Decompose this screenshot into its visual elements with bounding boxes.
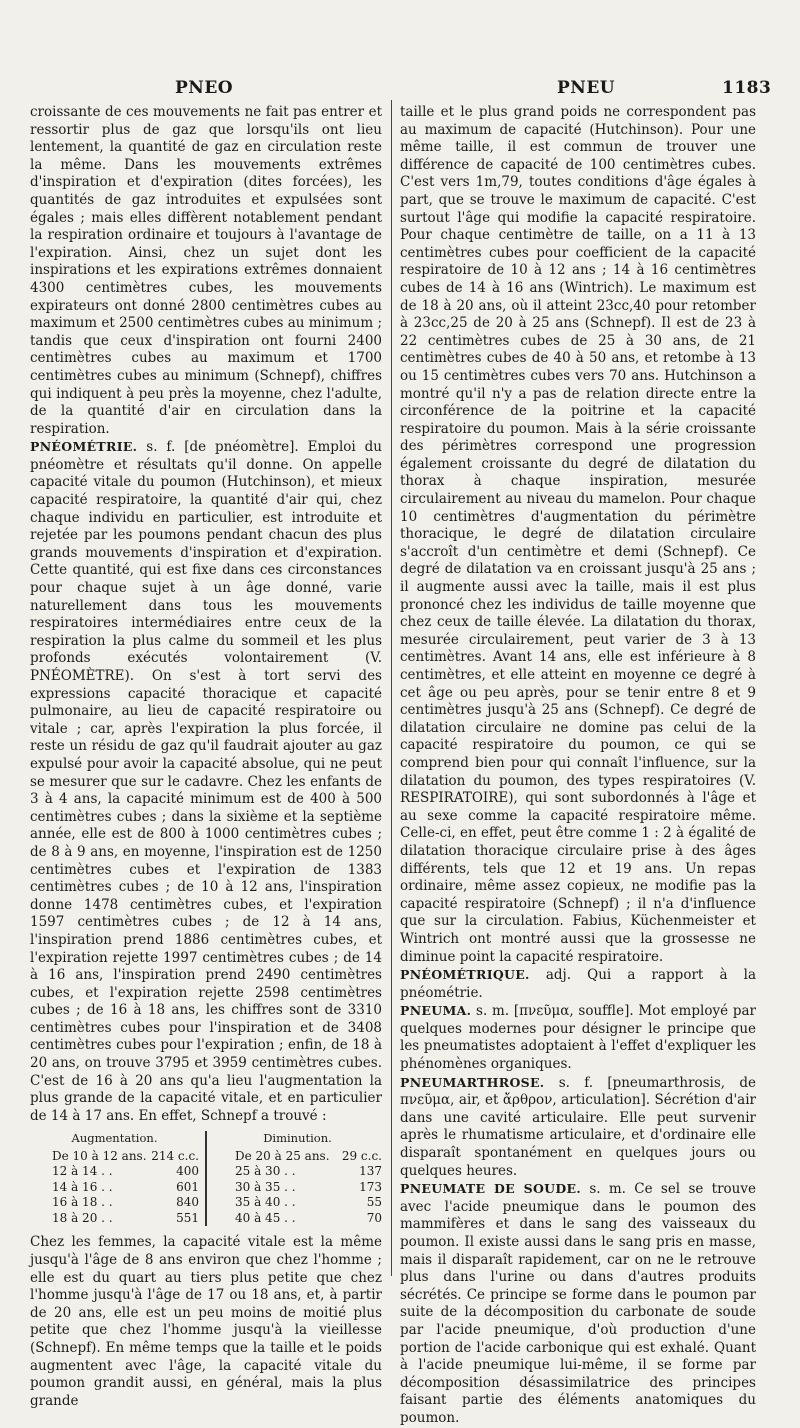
page-number: 1183 (722, 78, 772, 98)
augmentation-header: Augmentation. (71, 1131, 158, 1146)
capacity-table (30, 1131, 382, 1226)
entry-body: s. f. [pneumarthrosis, de πνεῦμα, air, et ἄρθρον, articulation]. Sécrétion d'air dans une cavité articulaire. Elle peut survenir après le rhumatisme articulaire, et d'ordinaire elle disparaît spontanément en quelques jours ou quelques heures. (400, 1074, 756, 1179)
column-divider (391, 100, 392, 1276)
running-head-left: PNEO (175, 78, 234, 98)
table-row: 18 à 20 . . 551 (52, 1210, 199, 1225)
entry-pneometrique (400, 966, 756, 1002)
running-head-right: PNEU (557, 78, 616, 98)
entry-headword: PNÉOMÉTRIQUE. (400, 967, 530, 983)
entry-headword: PNEUMATE DE SOUDE. (400, 1181, 581, 1197)
entry-pneumarthrose (400, 1074, 756, 1181)
table-row: 35 à 40 . . 55 (235, 1195, 382, 1210)
table-row: 40 à 45 . . 70 (235, 1210, 382, 1225)
paragraph-respiration: croissante de ces mouvements ne fait pas entrer et ressortir plus de gaz que lorsqu'ils ont lieu lentement, la quantité de gaz en circulation reste la même. Dans les mouvements extrêmes d'inspiration et d'expiration (dites forcées), les quantités de gaz introduites et expulsées sont égales ; mais elles diffèrent notablement pendant la respiration ordinaire et toujours à l'avantage de l'expiration. Ainsi, chez un sujet dont les inspirations et les expirations extrêmes donnaient 4300 centimètres cubes, les mouvements expirateurs ont donné 2800 centimètres cubes au maximum et 2500 centimètres cubes au minimum ; tandis que ceux d'inspiration ont fourni 2400 centimètres cubes au maximum et 1700 centimètres cubes au minimum (Schnepf), chiffres qui indiquent à peu près la moyenne, chez l'adulte, de la quantité d'air en circulation dans la respiration. (30, 104, 382, 437)
table-row: 14 à 16 . . 601 (52, 1179, 199, 1194)
table-row: 12 à 14 . . 400 (52, 1164, 199, 1179)
entry-headword: PNÉOMÉTRIE. (30, 439, 138, 455)
entry-body: s. m. [πνεῦμα, souffle]. Mot employé par quelques modernes pour désigner le principe que les pneumatistes adoptaient à l'effet d'expliquer les phénomènes organiques. (400, 1003, 756, 1073)
entry-body: adj. Qui a rapport à la pnéométrie. (400, 967, 756, 1001)
paragraph-women-capacity: Chez les femmes, la capacité vitale est la même jusqu'à l'âge de 8 ans environ que chez l'homme ; elle est du quart au tiers plus petite que chez l'homme jusqu'à l'âge de 17 ou 18 ans, et, à partir de 20 ans, elle est un peu moins de moitié plus petite que chez l'homme jusqu'à la vieillesse (Schnepf). En même temps que la taille et le poids augmentent avec l'âge, la capacité vitale du poumon grandit aussi, en général, mais la plus grande (30, 1234, 382, 1409)
table-row: De 20 à 25 ans. 29 c.c. (235, 1148, 382, 1163)
paragraph-capacity-continued: taille et le plus grand poids ne correspondent pas au maximum de capacité (Hutchinson). Pour une même taille, il est commun de trouver une différence de capacité de 100 centimètres cubes. C'est vers 1m,79, toutes conditions d'âge égales à part, que se trouve le maximum de capacité. C'est surtout l'âge qui modifie la capacité respiratoire. Pour chaque centimètre de taille, on a 11 à 13 centimètres cubes pour coefficient de la capacité respiratoire de 10 à 12 ans ; 14 à 16 centimètres cubes de 14 à 16 ans (Wintrich). Le maximum est de 18 à 20 ans, où il atteint 23cc,40 pour retomber à 23cc,25 de 20 à 25 ans (Schnepf). Il est de 23 à 22 centimètres cubes de 25 à 30 ans, de 21 centimètres cubes de 40 à 50 ans, et retombe à 13 ou 15 centimètres cubes vers 70 ans. Hutchinson a montré qu'il n'y a pas de relation directe entre la circonférence de la poitrine et la capacité respiratoire du poumon. Mais à la série croissante des périmètres correspond une progression également croissante du degré de dilatation du thorax à chaque inspiration, mesurée circulairement au niveau du mamelon. Pour chaque 10 centimètres d'augmentation du périmètre thoracique, le degré de dilatation circulaire s'accroît d'un centimètre et demi (Schnepf). Ce degré de dilatation va en croissant jusqu'à 25 ans ; il augmente aussi avec la taille, mais il est plus prononcé chez les individus de taille moyenne que chez ceux de taille élevée. La dilatation du thorax, mesurée circulairement, peut varier de 3 à 13 centimètres. Avant 14 ans, elle est inférieure à 8 centimètres, et elle atteint en moyenne ce degré à cet âge ou peu après, pour se tenir entre 8 et 9 centimètres jusqu'à 25 ans (Schnepf). Ce degré de dilatation circulaire ne domine pas celui de la capacité respiratoire du poumon, ce qui se comprend bien pour qui connaît l'influence, sur la dilatation du poumon, des types respiratoires (V. RESPIRATOIRE), qui sont subordonnés à l'âge et au sexe comme la capacité respiratoire même. Celle-ci, en effet, peut être comme 1 : 2 à égalité de dilatation thoracique circulaire prise à des âges différents, tels que 12 et 19 ans. Un repas ordinaire, même assez copieux, ne modifie pas la capacité respiratoire (Schnepf) ; il n'a d'influence que sur la circulation. Fabius, Küchenmeister et Wintrich ont montré aussi que la grossesse ne diminue point la capacité respiratoire. (400, 104, 756, 965)
entry-body: s. f. [de pnéomètre]. Emploi du pnéomètre et résultats qu'il donne. On appelle capacité vitale du poumon (Hutchinson), et mieux capacité respiratoire, la quantité d'air qui, chez chaque individu en particulier, est introduite et rejetée par les poumons pendant chacun des plus grands mouvements d'inspiration et d'expiration. Cette quantité, qui est fixe dans ces circonstances pour chaque sujet à un âge donné, varie naturellement dans tous les mouvements respiratoires intermédiaires entre ceux de la respiration la plus calme du sommeil et les plus profonds exécutés volontairement (V. PNÉOMÈTRE). On s'est à tort servi des expressions capacité thoracique et capacité pulmonaire, au lieu de capacité respiratoire ou vitale ; car, après l'expiration la plus forcée, il reste un résidu de gaz qu'il faudrait ajouter au gaz expulsé pour avoir la capacité absolue, qui ne peut se mesurer que sur le cadavre. Chez les enfants de 3 à 4 ans, la capacité minimum est de 400 à 500 centimètres cubes ; dans la sixième et la septième année, elle est de 800 à 1000 centimètres cubes ; de 8 à 9 ans, en moyenne, l'inspiration est de 1250 centimètres cubes et l'expiration de 1383 centimètres cubes ; de 10 à 12 ans, l'inspiration donne 1478 centimètres cubes, et l'expiration 1597 centimètres cubes ; de 12 à 14 ans, l'inspiration prend 1886 centimètres cubes, et l'expiration rejette 1997 centimètres cubes ; de 14 à 16 ans, l'inspiration prend 2490 centimètres cubes, et l'expiration rejette 2598 centimètres cubes ; de 16 à 18 ans, les chiffres sont de 3310 centimètres cubes pour l'inspiration et de 3408 centimètres cubes pour l'expiration ; enfin, de 18 à 20 ans, on trouve 3795 et 3959 centimètres cubes. C'est de 16 à 20 ans qu'a lieu l'augmentation la plus grande de la capacité vitale, et en particulier de 14 à 17 ans. En effet, Schnepf a trouvé : (30, 439, 382, 1124)
entry-headword: PNEUMARTHROSE. (400, 1074, 545, 1090)
diminution-header: Diminution. (263, 1131, 332, 1146)
diminution-column (207, 1131, 382, 1226)
right-column (400, 104, 756, 1428)
entry-pneumate-de-soude (400, 1180, 756, 1427)
left-column (30, 104, 382, 1410)
augmentation-column (30, 1131, 207, 1226)
table-row: 16 à 18 . . 840 (52, 1195, 199, 1210)
table-row: 30 à 35 . . 173 (235, 1179, 382, 1194)
entry-pneometrie (30, 438, 382, 1125)
table-row: 25 à 30 . . 137 (235, 1164, 382, 1179)
entry-pneuma (400, 1002, 756, 1073)
table-row: De 10 à 12 ans. 214 c.c. (52, 1148, 199, 1163)
entry-headword: PNEUMA. (400, 1003, 472, 1019)
entry-body: s. m. Ce sel se trouve avec l'acide pneumique dans le poumon des mammifères et dans le sang des vaisseaux du poumon. Il existe aussi dans le sang pris en masse, mais il disparaît rapidement, car on ne le retrouve plus dans l'urine ou dans d'autres produits sécrétés. Ce principe se forme dans le poumon par suite de la décomposition du carbonate de soude par l'acide pneumique, d'où production d'une portion de l'acide carbonique qui est exhalé. Quant à l'acide pneumique lui-même, il se forme par décomposition désassimilatrice des principes faisant partie des éléments anatomiques du poumon. (400, 1181, 756, 1426)
